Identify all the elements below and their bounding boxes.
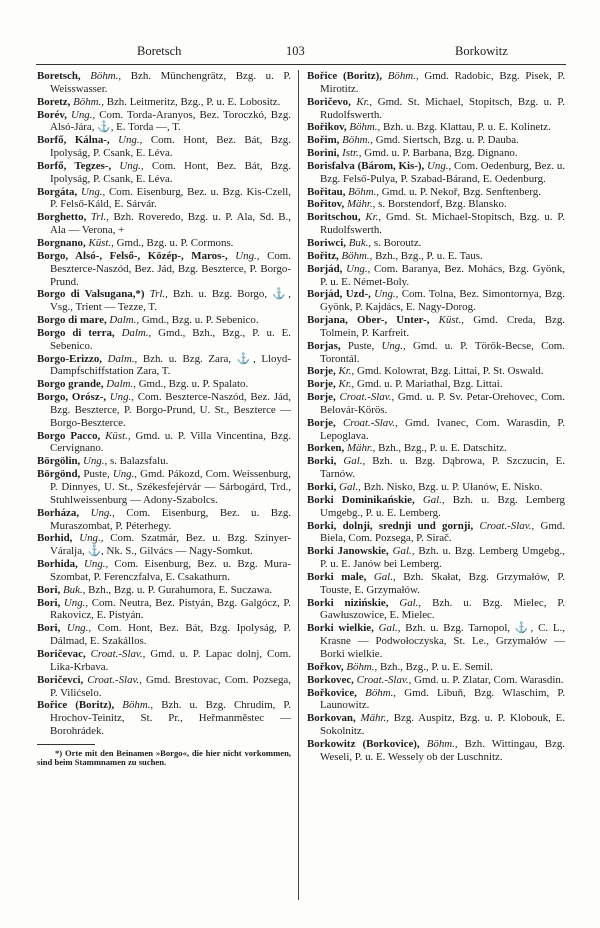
entry-headword: Bořice (Boritz),: [307, 70, 382, 82]
entry-type: Puste,: [347, 339, 375, 352]
entry-headword: Borgo grande,: [37, 378, 104, 391]
gazetteer-entry: [37, 532, 291, 558]
entry-details: Gmd., Bzg. u. P. Spalato.: [138, 378, 249, 391]
entry-region: Gal.,: [373, 570, 396, 583]
entry-region: Gal.,: [422, 493, 445, 506]
entry-details: Com. Oedenburg, Bez. u. Bzg. Felső-Pulya, P. Szabad-Bárand, E. Oedenburg.: [320, 159, 565, 185]
entry-headword: Borhida,: [37, 558, 78, 571]
entry-region: Ung.,: [90, 506, 115, 519]
page-number: 103: [286, 44, 305, 58]
gazetteer-entry: [37, 109, 291, 135]
entry-region: Kr.,: [356, 95, 373, 108]
entry-headword: Borki,: [307, 455, 337, 468]
entry-headword: Borgáta,: [37, 185, 78, 198]
gazetteer-entry: [37, 507, 291, 533]
entry-headword: Borgnano,: [37, 236, 86, 249]
entry-details: Bzh. u. Bzg. Klattau, P. u. E. Kolinetz.: [382, 121, 551, 134]
entry-headword: Bořkov,: [307, 660, 344, 673]
entry-region: Ung.,: [381, 339, 406, 352]
entry-headword: Borgo, Alsó-, Felső-, Közép-, Maros-,: [37, 249, 228, 262]
gazetteer-entry: [307, 96, 565, 122]
entry-region: Trl.,: [149, 288, 168, 301]
entry-region: Ung.,: [346, 262, 371, 275]
gazetteer-entry: [37, 211, 291, 237]
gazetteer-entry: [37, 430, 291, 456]
entry-headword: Borgo, Orósz-,: [37, 391, 107, 404]
entry-region: Ung.,: [79, 532, 104, 545]
gazetteer-entry: [37, 584, 291, 597]
entry-region: Dalm.,: [109, 314, 140, 327]
entry-details: Gmd. Biela, Com. Pozsega, P. Sirač.: [320, 519, 565, 545]
gazetteer-entry: [307, 455, 565, 481]
entry-headword: Borje,: [307, 365, 336, 378]
entry-region: Istr.,: [342, 147, 362, 160]
gazetteer-entry: [37, 353, 291, 379]
gazetteer-entry: [307, 340, 565, 366]
entry-region: Gal.,: [392, 545, 415, 558]
entry-details: Bzh., Bzg., P. u. E. Taus.: [375, 249, 483, 262]
entry-details: Bzh. Nisko, Bzg. u. P. Ułanów, E. Nisko.: [363, 481, 543, 493]
gazetteer-entry: [37, 237, 291, 250]
entry-details: Gmd. u. P. Nekoř, Bzg. Senftenberg.: [381, 185, 541, 198]
entry-headword: Borki,: [307, 481, 337, 493]
entry-headword: Borgo di terra,: [37, 326, 115, 339]
entry-details: Bzh., Bzg. u. P. Gurahumora, E. Suczawa.: [88, 583, 273, 596]
entry-headword: Bořitau,: [307, 185, 346, 198]
entry-details: Gmd. u. P. Sv. Petar-Orehovec, Com. Belovár-Körös.: [320, 391, 565, 416]
entry-details: Bzh. u. Bzg. Chrudim, P. Hrochov-Teinitz, St. Pr., Heřmanměstec — Borohrádek.: [50, 699, 291, 738]
entry-region: Croat.-Slav.,: [342, 416, 398, 429]
entry-headword: Borháza,: [37, 506, 80, 519]
entry-region: Böhm.,: [90, 70, 122, 82]
entry-region: Croat.-Slav.,: [356, 673, 412, 686]
entry-details: Gmd., Bzg. u. P. Sebenico.: [141, 314, 259, 327]
entry-details: Gmd. u. P. Barbana, Bzg. Dignano.: [364, 147, 518, 160]
gazetteer-entry: [307, 687, 565, 713]
entry-region: Gal.,: [399, 596, 422, 609]
entry-details: Bzh. u. Bzg. Mielec, P. Gawłuszowice, E. Mielec.: [320, 596, 565, 622]
entry-headword: Borki Dominikańskie,: [307, 493, 415, 506]
entry-type: Puste,: [83, 468, 110, 481]
entry-region: Kr.,: [365, 211, 382, 224]
gazetteer-entry: [307, 661, 565, 674]
gazetteer-entry: [37, 186, 291, 212]
entry-region: Buk.,: [348, 236, 372, 249]
entry-details: Com. Tolna, Bez. Simontornya, Bzg. Gyönk, P. Kajdács, E. Nagy-Dorog.: [320, 288, 565, 314]
gazetteer-entry: [307, 622, 565, 661]
entry-headword: Borhid,: [37, 532, 73, 545]
gazetteer-entry: [37, 455, 291, 468]
entry-region: Mähr.,: [346, 442, 376, 455]
entry-headword: Boričevac,: [37, 647, 86, 660]
entry-region: Ung.,: [427, 159, 452, 172]
entry-details: Com. Beszterce-Naszód, Bez. Jád, Bzg. Beszterce, P. Borgo-Prund, U. St., Beszterce — Borgo-Beszterce.: [50, 391, 291, 429]
entry-headword: Boričevo,: [307, 95, 351, 108]
entry-details: Com. Hont, Bez. Bát, Bzg. Ipolyság, P. Dálmad, E. Szakállos.: [50, 622, 291, 648]
gazetteer-entry: [37, 699, 291, 738]
gazetteer-entry: [307, 391, 565, 417]
entry-region: Böhm.,: [342, 134, 373, 147]
entry-details: Bzh., Bzg., P. u. E. Semil.: [379, 660, 493, 673]
entry-region: Ung.,: [71, 108, 96, 121]
entry-region: Dalm.,: [106, 378, 136, 391]
entry-headword: Boritschou,: [307, 211, 361, 224]
footnote-rule: [37, 744, 95, 745]
entry-region: Kr.,: [338, 378, 355, 391]
entry-headword: Bořitz,: [307, 249, 339, 262]
gazetteer-entry: [37, 648, 291, 674]
entry-details: Com. Eisenburg, Bez. u. Bzg. Muraszombat, P. Péterhegy.: [50, 506, 291, 532]
entry-details: Gmd. Radobic, Bzg. Pisek, P. Mirotitz.: [320, 70, 565, 95]
entry-headword: Borjana, Ober-, Unter-,: [307, 314, 430, 327]
header-rule: [36, 64, 566, 65]
entry-headword: Borgo-Erizzo,: [37, 352, 103, 365]
gazetteer-entry: [307, 712, 565, 738]
entry-headword: Boričevci,: [37, 673, 84, 686]
entry-region: Dalm.,: [121, 326, 152, 339]
entry-region: Ung.,: [112, 468, 138, 481]
entry-details: Com. Hont, Bez. Bát, Bzg. Ipolyság, P. Csank, E. Léva.: [50, 159, 291, 185]
gazetteer-entry: [37, 468, 291, 507]
entry-region: Böhm.,: [346, 660, 378, 673]
gazetteer-entry: [37, 597, 291, 623]
entry-headword: Borje,: [307, 416, 336, 429]
entry-headword: Borki Janowskie,: [307, 545, 389, 558]
entry-details: Gmd. Brestovac, Com. Pozsega, P. Vilićselo.: [50, 673, 291, 699]
entry-region: Gal.,: [343, 455, 366, 468]
entry-headword: Borjád, Uzd-,: [307, 288, 371, 301]
gazetteer-entry: [307, 597, 565, 623]
entry-details: Bzh. u. Bzg. Lemberg Umgebg., P. u. E. Lemberg.: [320, 493, 565, 519]
gazetteer-entry: [307, 250, 565, 263]
gazetteer-entry: [37, 96, 291, 109]
entry-details: Gmd. St. Michael, Stopitsch, Bzg. u. P. Rudolfswerth.: [320, 95, 565, 121]
entry-region: Ung.,: [109, 391, 134, 404]
entry-details: Com. Eisenburg, Bez. u. Bzg. Kis-Czell, P. Felső-Káld, E. Sárvár.: [50, 185, 291, 211]
entry-region: Ung.,: [118, 134, 143, 147]
entry-details: Gmd. u. P. Villa Vincentina, Bzg. Cervignano.: [50, 429, 291, 455]
entry-details: Bzh., Bzg., P. u. E. Datschitz.: [378, 442, 507, 455]
entry-details: Com. Beszterce-Naszód, Bez. Jád, Bzg. Beszterce, P. Borgo-Prund.: [50, 249, 291, 288]
entry-details: Gmd. Libuň, Bzg. Wlaschim, P. Launowitz.: [320, 686, 565, 712]
entry-details: Gmd. u. P. Török-Becse, Com. Torontál.: [320, 339, 565, 365]
entry-details: Bzh. u. Bzg. Zara, ⚓, Lloyd-Dampfschiffstation Zara, T.: [50, 352, 291, 378]
entry-headword: Borkowitz (Borkovice),: [307, 737, 420, 750]
entry-details: Gmd. Creda, Bzg. Tolmein, P. Karfreit.: [320, 314, 565, 339]
left-column: [37, 70, 291, 768]
entry-region: Ung.,: [66, 622, 92, 635]
gazetteer-entry: [307, 70, 565, 96]
gazetteer-entry: [307, 211, 565, 237]
entry-headword: Börgönd,: [37, 468, 81, 481]
entry-region: Böhm.,: [122, 699, 154, 712]
gazetteer-entry: [307, 738, 565, 764]
entry-region: Böhm.,: [73, 95, 104, 108]
entry-details: Bzh. u. Bzg. Dąbrowa, P. Szczucin, E. Tarnów.: [320, 455, 565, 481]
gazetteer-entry: [307, 545, 565, 571]
entry-details: Gmd., Bzh., Bzg., P. u. E. Sebenico.: [50, 326, 292, 352]
entry-headword: Bori,: [37, 583, 61, 596]
entry-headword: Borgo di Valsugana,*): [37, 288, 145, 301]
entry-region: Croat.-Slav.,: [479, 519, 535, 532]
entry-headword: Borje,: [307, 378, 336, 391]
gazetteer-entry: [37, 288, 291, 314]
gazetteer-entry: [37, 327, 291, 353]
entry-region: Böhm.,: [426, 737, 458, 750]
entry-headword: Boretz,: [37, 95, 71, 108]
entry-details: Com. Neutra, Bez. Pistyán, Bzg. Galgócz, P. Rakovicz, E. Pistyán.: [50, 596, 291, 622]
entry-details: Com. Baranya, Bez. Mohács, Bzg. Gyönk, P. u. E. Német-Boly.: [320, 262, 565, 288]
entry-details: Gmd. u. P. Lapac dolnj, Com. Lika-Krbava.: [50, 647, 291, 673]
entry-region: Ung.,: [63, 596, 89, 609]
gazetteer-entry: [307, 571, 565, 597]
entry-details: Bzh. Roveredo, Bzg. u. P. Ala, Sd. B., Ala — Verona, +: [50, 211, 292, 237]
entry-details: Bzh. Leitmeritz, Bzg., P. u. E. Lobositz.: [106, 95, 281, 108]
entry-headword: Borki male,: [307, 570, 367, 583]
running-head-left: Boretsch: [137, 44, 182, 58]
entry-headword: Bori,: [37, 596, 61, 609]
entry-region: Ung.,: [81, 185, 106, 198]
entry-region: Küst.,: [438, 314, 465, 327]
entry-region: Ung.,: [374, 288, 399, 301]
entry-headword: Borjád,: [307, 262, 343, 275]
entry-headword: Bořitov,: [307, 198, 345, 211]
gazetteer-entry: [307, 160, 565, 186]
entry-details: Bzh. Skałat, Bzg. Grzymałów, P. Touste, E. Grzymałów.: [320, 570, 565, 596]
entry-region: Ung.,: [84, 558, 109, 571]
gazetteer-entry: [307, 314, 565, 340]
entry-details: Gmd. Ivanec, Com. Warasdin, P. Lepoglava.: [320, 416, 565, 442]
entry-headword: Borghetto,: [37, 211, 87, 224]
entry-details: Gmd. St. Michael-Stopitsch, Bzg. u. P. Rudolfswerth.: [320, 211, 565, 237]
column-divider: [298, 70, 299, 900]
gazetteer-entry: [37, 391, 291, 430]
entry-region: Böhm.,: [348, 185, 380, 198]
entry-region: Böhm.,: [349, 121, 381, 134]
entry-region: Mähr.,: [360, 712, 389, 725]
gazetteer-entry: [307, 237, 565, 250]
entry-details: Gmd. u. P. Zlatar, Com. Warasdin.: [414, 673, 564, 686]
entry-headword: Borjas,: [307, 339, 341, 352]
entry-headword: Borkovec,: [307, 673, 354, 686]
entry-details: Gmd. Siertsch, Bzg. u. P. Dauba.: [375, 134, 519, 147]
entry-headword: Borgo di mare,: [37, 314, 107, 327]
running-head-right: Borkowitz: [455, 44, 508, 58]
entry-headword: Borini,: [307, 147, 340, 160]
entry-region: Küst.,: [105, 429, 131, 442]
entry-headword: Borév,: [37, 108, 67, 121]
entry-details: Bzh. Münchengrätz, Bzg. u. P. Weisswasser.: [50, 70, 291, 95]
entry-region: Croat.-Slav.,: [87, 673, 142, 686]
entry-headword: Borfő, Kálna-,: [37, 134, 110, 147]
entry-headword: Bořikov,: [307, 121, 347, 134]
entry-headword: Bořice (Boritz),: [37, 699, 115, 712]
entry-region: Gal.,: [339, 481, 361, 493]
entry-headword: Börgölin,: [37, 455, 81, 468]
gazetteer-entry: [307, 134, 565, 147]
gazetteer-entry: [37, 160, 291, 186]
gazetteer-entry: [37, 134, 291, 160]
entry-details: Bzh. u. Bzg. Lemberg Umgebg., P. u. E. Janów bei Lemberg.: [320, 545, 565, 571]
entry-headword: Borken,: [307, 442, 345, 455]
entry-details: Gmd., Bzg. u. P. Cormons.: [116, 236, 234, 249]
gazetteer-entry: [307, 674, 565, 687]
gazetteer-entry: [37, 558, 291, 584]
gazetteer-entry: [37, 622, 291, 648]
entry-region: Dalm.,: [107, 352, 138, 365]
entry-details: Com. Hont, Bez. Bát, Bzg. Ipolyság, P. Csank, E. Léva.: [50, 134, 291, 160]
footnote: *) Orte mit den Beinamen »Borgo«, die hier nicht vorkommen, sind beim Stammnamen zu suchen.: [37, 747, 291, 768]
gazetteer-entry: [37, 250, 291, 289]
entry-region: Küst.,: [88, 236, 114, 249]
entry-region: Böhm.,: [387, 70, 419, 82]
entry-details: Gmd. Pákozd, Com. Weissenburg, P. Dinnyes, U. St., Székesfejérvár — Sárbogárd, Trd., Stuhlweissenburg — Adony-Szabolcs.: [50, 468, 291, 506]
entry-region: Ung.,: [235, 249, 260, 262]
entry-region: Croat.-Slav.,: [90, 647, 146, 660]
gazetteer-entry: [307, 121, 565, 134]
entry-headword: Boriwci,: [307, 236, 347, 249]
entry-details: s. Borstendorf, Bzg. Blansko.: [378, 198, 507, 211]
entry-region: Kr.,: [338, 365, 355, 378]
entry-headword: Borki nizińskie,: [307, 596, 389, 609]
gazetteer-entry: [307, 520, 565, 546]
entry-details: Com. Torda-Aranyos, Bez. Toroczkó, Bzg. Alsó-Jára, ⚓, E. Torda —, T.: [50, 108, 291, 134]
entry-region: Ung.,: [119, 159, 144, 172]
gazetteer-entry: [307, 147, 565, 160]
entry-details: Bzh. Wittingau, Bzg. Weseli, P. u. E. Wessely ob der Luschnitz.: [320, 737, 565, 763]
entry-details: Bzh. u. Bzg. Borgo, ⚓, Vsg., Trient — Tezze, T.: [50, 288, 291, 314]
entry-region: Gal.,: [378, 622, 401, 635]
entry-details: Bzg. Auspitz, Bzg. u. P. Klobouk, E. Sokolnitz.: [320, 712, 565, 738]
entry-headword: Borki wielkie,: [307, 622, 374, 635]
gazetteer-entry: [307, 481, 565, 494]
entry-region: Croat.-Slav.,: [339, 391, 395, 404]
entry-headword: Bořkovice,: [307, 686, 357, 699]
entry-headword: Borje,: [307, 391, 336, 404]
gazetteer-entry: [307, 417, 565, 443]
entry-region: Mähr.,: [346, 198, 376, 211]
entry-headword: Borki, dolnji, srednji und gornji,: [307, 519, 474, 532]
entry-details: Com. Eisenburg, Bez. u. Bzg. Mura-Szombat, P. Ferenczfalva, E. Csakathurn.: [50, 558, 291, 583]
gazetteer-entry: [37, 378, 291, 391]
gazetteer-entry: [307, 186, 565, 199]
gazetteer-entry: [307, 365, 565, 378]
gazetteer-entry: [307, 288, 565, 314]
entry-region: Trl.,: [90, 211, 109, 224]
entry-region: Böhm.,: [341, 249, 373, 262]
entry-region: Böhm.,: [365, 686, 397, 699]
entry-details: Gmd. u. P. Mariathal, Bzg. Littai.: [356, 378, 503, 391]
gazetteer-entry: [37, 314, 291, 327]
entry-headword: Borkovan,: [307, 712, 356, 725]
entry-details: s. Boroutz.: [373, 236, 422, 249]
entry-details: Bzh. u. Bzg. Tarnopol, ⚓, C. L., Krasne — Podwołoczyska, St. Le., Grzymałów — Borki wielkie.: [320, 622, 565, 660]
entry-details: Com. Szatmár, Bez. u. Bzg. Szinyer-Váralja, ⚓, Nk. S., Gilvács — Nagy-Somkut.: [50, 532, 291, 558]
gazetteer-entry: [307, 198, 565, 211]
entry-details: s. Balazsfalu.: [109, 455, 169, 468]
entry-details: Gmd. Kolowrat, Bzg. Littai, P. St. Oswald.: [356, 365, 544, 378]
gazetteer-entry: [37, 674, 291, 700]
entry-headword: Bori,: [37, 622, 61, 635]
entry-headword: Borisfalva (Bárom, Kis-),: [307, 159, 425, 172]
gazetteer-entry: [37, 70, 291, 96]
gazetteer-entry: [307, 263, 565, 289]
entry-headword: Borfő, Tegzes-,: [37, 159, 112, 172]
entry-headword: Bořim,: [307, 134, 340, 147]
gazetteer-entry: [307, 442, 565, 455]
entry-headword: Boretsch,: [37, 70, 81, 82]
entry-headword: Borgo Pacco,: [37, 429, 101, 442]
gazetteer-entry: [307, 378, 565, 391]
gazetteer-entry: [307, 494, 565, 520]
entry-region: Ung.,: [83, 455, 108, 468]
right-column: [307, 70, 565, 764]
entry-region: Buk.,: [63, 583, 86, 596]
